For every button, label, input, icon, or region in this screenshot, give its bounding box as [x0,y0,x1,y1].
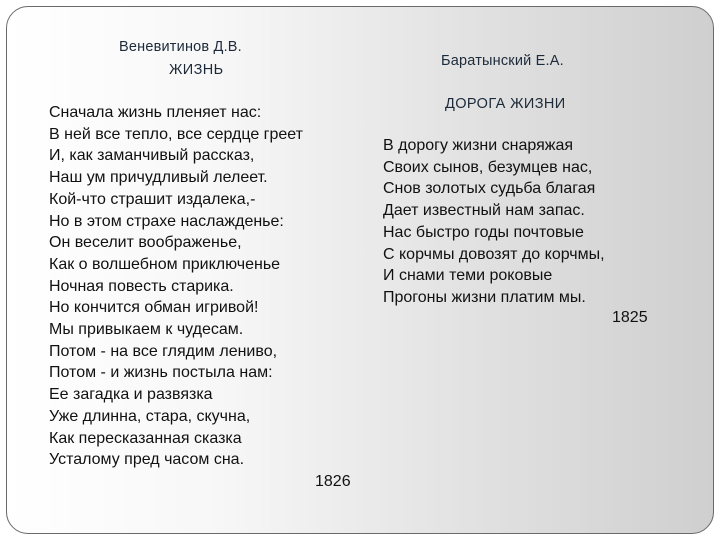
right-poem-year: 1825 [612,309,648,326]
poem-line: И, как заманчивый рассказ, [49,147,255,165]
right-poem-title: ДОРОГА ЖИЗНИ [445,96,566,112]
left-poem-title: ЖИЗНЬ [169,62,224,78]
poem-line: Сначала жизнь пленяет нас: [49,104,262,121]
left-poem-year: 1826 [315,473,351,490]
poem-line: Но кончится обман игривой! [49,299,259,317]
poem-line: Нас быстро годы почтовые [383,223,584,241]
right-poem-lines [383,135,605,309]
poem-line: Потом - на все глядим лениво, [49,342,278,360]
right-poem-author: Баратынский Е.А. [441,53,564,69]
slide [6,6,714,534]
poem-line: Ее загадка и развязка [49,386,213,404]
poem-line: И снами теми роковые [383,267,553,285]
left-poem-author: Веневитинов Д.В. [119,39,242,55]
poem-line: Потом - и жизнь постыла нам: [49,364,273,382]
poem-line: Прогоны жизни платим мы. [383,288,586,306]
poem-line: Своих сынов, безумцев нас, [383,158,593,176]
poem-line: Как пересказанная сказка [49,429,242,447]
poem-line: Уже длинна, стара, скучна, [49,407,251,425]
poem-line: Ночная повесть старика. [49,277,234,295]
poem-line: Мы привыкаем к чудесам. [49,321,244,339]
poem-line: Но в этом страхе наслажденье: [49,212,284,230]
poem-line: Усталому пред часом сна. [49,451,245,469]
poem-line: Как о волшебном приключенье [49,255,281,273]
poem-line: Наш ум причудливый лелеет. [49,169,268,187]
poem-line: В дорогу жизни снаряжая [383,137,574,154]
poem-line: С корчмы довозят до корчмы, [383,245,605,263]
poem-line: Дает известный нам запас. [383,202,585,220]
poem-line: Кой-что страшит издалека,- [49,190,256,208]
poem-line: Снов золотых судьба благая [383,180,596,198]
poem-line: В ней все тепло, все сердце греет [49,125,303,143]
left-poem-lines [49,102,303,471]
poem-line: Он веселит воображенье, [49,234,242,252]
